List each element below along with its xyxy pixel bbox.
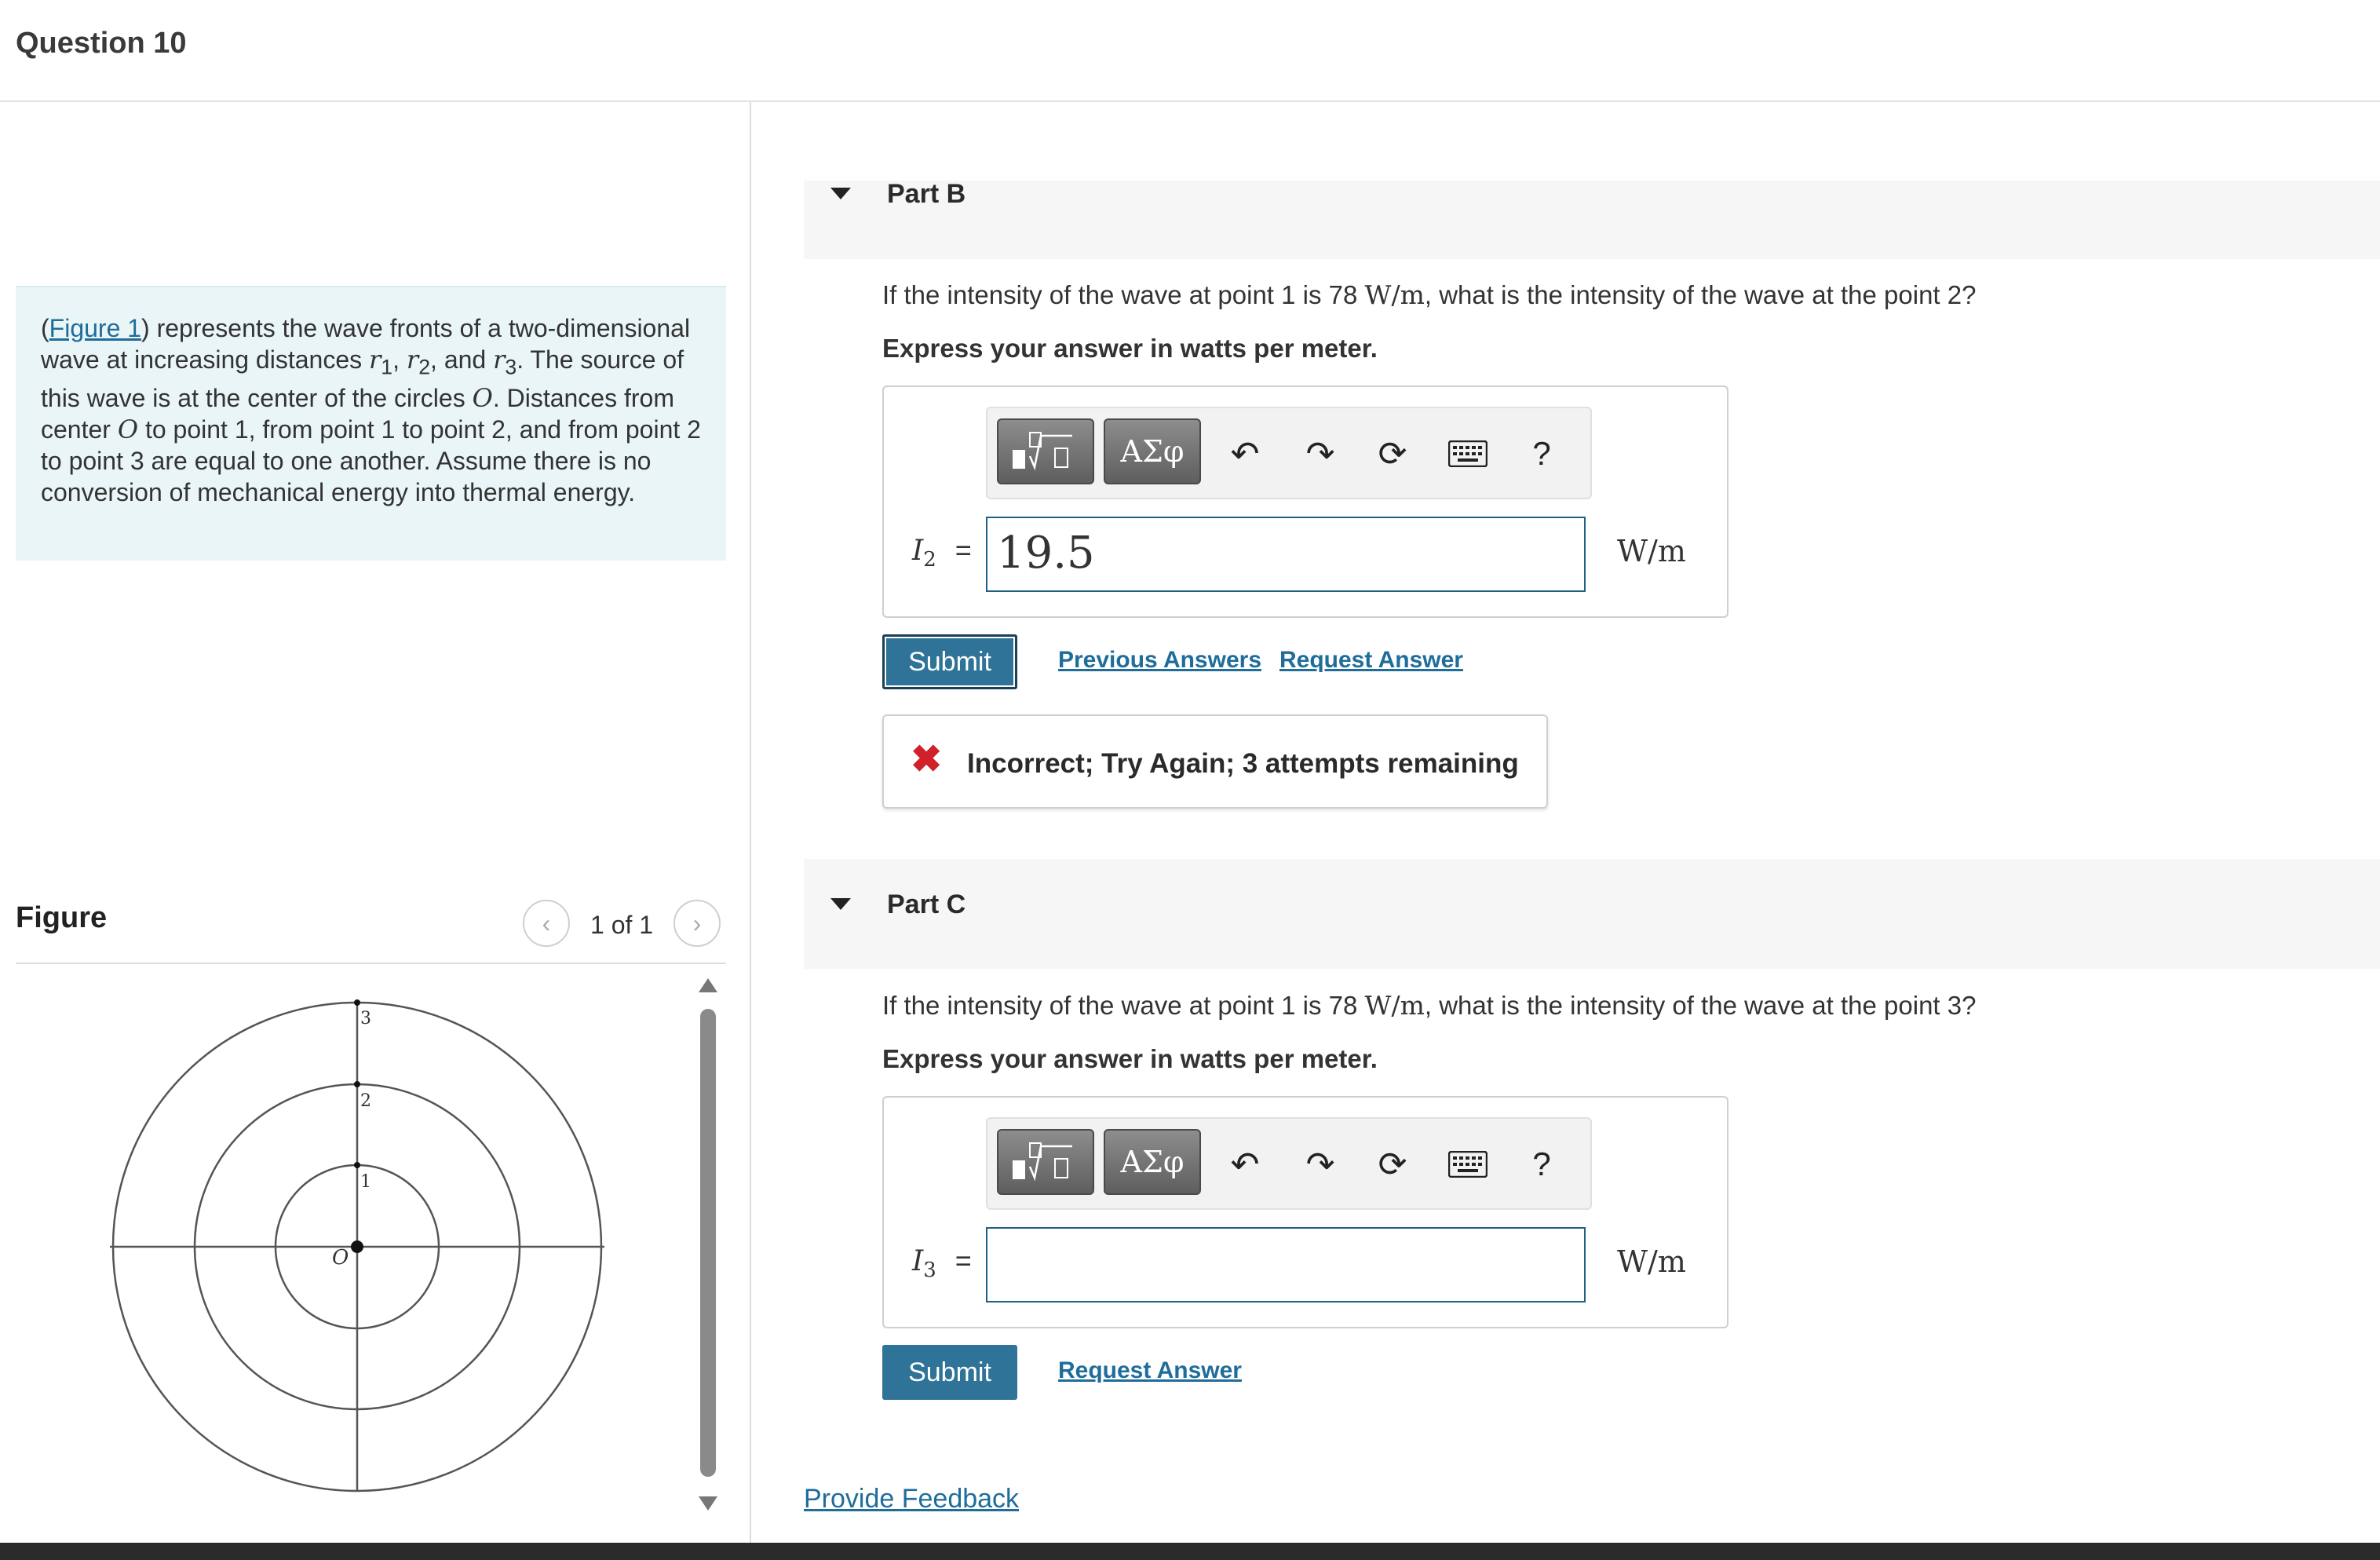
part-b-unit: W/m <box>1617 534 1686 568</box>
intro-text-part: , and <box>430 345 494 374</box>
help-button[interactable]: ? <box>1532 1145 1551 1182</box>
greek-symbols-button[interactable]: ΑΣφ <box>1104 418 1201 484</box>
wave-fronts-figure <box>102 989 620 1507</box>
figure-link[interactable]: Figure 1 <box>49 314 142 342</box>
intro-math-r: r <box>493 345 506 374</box>
undo-icon[interactable]: ↶ <box>1230 434 1260 473</box>
part-c-request-answer-link[interactable]: Request Answer <box>1058 1357 1242 1383</box>
header-divider <box>0 100 2380 102</box>
center-label: O <box>332 1246 349 1270</box>
part-c-question <box>882 990 1976 1021</box>
greek-symbols-button[interactable]: ΑΣφ <box>1104 1129 1201 1195</box>
keyboard-icon[interactable] <box>1444 430 1491 477</box>
equals-sign: = <box>955 1244 972 1277</box>
figure-counter: 1 of 1 <box>590 911 654 939</box>
part-c-variable <box>912 1244 972 1282</box>
point-2 <box>354 1081 360 1087</box>
question-title: Question 10 <box>16 27 187 60</box>
question-unit: W/m <box>1364 279 1425 310</box>
redo-icon[interactable]: ↷ <box>1305 434 1335 473</box>
part-c-title: Part C <box>887 890 966 919</box>
scroll-up-arrow[interactable] <box>699 978 717 992</box>
reset-icon[interactable]: ⟳ <box>1378 1145 1407 1184</box>
var-symbol: I <box>912 535 924 567</box>
point-1 <box>354 1162 360 1168</box>
part-c-instruction: Express your answer in watts per meter. <box>882 1044 1378 1073</box>
part-b-variable <box>912 534 972 572</box>
intro-text-part: ( <box>41 314 49 342</box>
intro-math-sub: 2 <box>418 355 431 379</box>
templates-button[interactable] <box>997 418 1094 484</box>
question-text: , what is the intensity of the wave at the point 3? <box>1424 991 1977 1020</box>
caret-down-icon[interactable] <box>830 898 851 910</box>
bottom-bar <box>0 1543 2380 1560</box>
intro-math-r: r <box>406 345 419 374</box>
intro-text-part: , <box>392 345 407 374</box>
intro-text-part: . Distances from center <box>41 384 674 444</box>
part-b-answer-input[interactable]: 19.5 <box>986 517 1586 592</box>
intro-math-O: O <box>472 383 493 414</box>
intro-math-r: r <box>369 345 381 374</box>
help-button[interactable]: ? <box>1532 435 1551 472</box>
point-2-label: 2 <box>360 1091 371 1111</box>
column-divider <box>750 102 751 1543</box>
question-unit: W/m <box>1364 990 1425 1021</box>
provide-feedback-link[interactable]: Provide Feedback <box>804 1484 1020 1514</box>
intro-math-sub: 1 <box>381 355 393 379</box>
redo-icon[interactable]: ↷ <box>1305 1145 1335 1184</box>
part-b-instruction: Express your answer in watts per meter. <box>882 334 1378 363</box>
keyboard-icon[interactable] <box>1444 1141 1491 1188</box>
figure-divider <box>16 963 726 964</box>
point-1-label: 1 <box>360 1172 371 1192</box>
var-subscript: 3 <box>923 1259 936 1283</box>
question-text: If the intensity of the wave at point 1 is 78 <box>882 280 1365 309</box>
var-subscript: 2 <box>923 548 936 572</box>
part-c-header[interactable] <box>804 859 2380 969</box>
part-b-title: Part B <box>887 179 966 209</box>
center-point <box>351 1240 363 1253</box>
incorrect-icon: ✖ <box>911 739 943 780</box>
previous-answers-link[interactable]: Previous Answers <box>1058 647 1261 673</box>
part-b-submit-button[interactable]: Submit <box>882 634 1017 689</box>
templates-icon <box>1006 1138 1085 1186</box>
part-b-request-answer-link[interactable]: Request Answer <box>1279 647 1463 673</box>
part-b-header[interactable] <box>804 181 2380 259</box>
figure-next-button[interactable] <box>673 900 721 947</box>
var-symbol: I <box>912 1245 924 1277</box>
figure-prev-button[interactable] <box>523 900 570 947</box>
question-text: If the intensity of the wave at point 1 is 78 <box>882 991 1365 1020</box>
templates-button[interactable] <box>997 1129 1094 1195</box>
intro-math-O: O <box>117 415 139 445</box>
intro-text <box>41 312 710 508</box>
intro-math-sub: 3 <box>505 355 517 379</box>
scrollbar-thumb[interactable] <box>700 1009 716 1477</box>
intro-text-part: . The source of this wave is at the center of the circles <box>41 345 684 413</box>
intro-text-part: ) represents the wave fronts of a two-dimensional wave at increasing distances <box>41 314 691 374</box>
caret-down-icon[interactable] <box>830 188 851 199</box>
part-c-answer-input[interactable] <box>986 1227 1586 1302</box>
undo-icon[interactable]: ↶ <box>1230 1145 1260 1184</box>
templates-icon <box>1006 428 1085 475</box>
part-c-submit-button[interactable]: Submit <box>882 1345 1017 1400</box>
part-c-unit: W/m <box>1617 1244 1686 1279</box>
equals-sign: = <box>955 534 972 566</box>
figure-title: Figure <box>16 901 108 934</box>
point-3 <box>354 999 360 1006</box>
part-b-question <box>882 279 1976 310</box>
reset-icon[interactable]: ⟳ <box>1378 434 1407 473</box>
feedback-text: Incorrect; Try Again; 3 attempts remaining <box>967 748 1519 779</box>
intro-text-part: to point 1, from point 1 to point 2, and from point 2 to point 3 are equal to one another. Assume there is no conversion of mechanical energy into thermal energy. <box>41 415 701 507</box>
scroll-down-arrow[interactable] <box>699 1496 717 1511</box>
chevron-left-icon: ‹ <box>542 908 551 937</box>
chevron-right-icon: › <box>692 908 702 937</box>
question-text: , what is the intensity of the wave at the point 2? <box>1424 280 1977 309</box>
point-3-label: 3 <box>360 1009 371 1028</box>
